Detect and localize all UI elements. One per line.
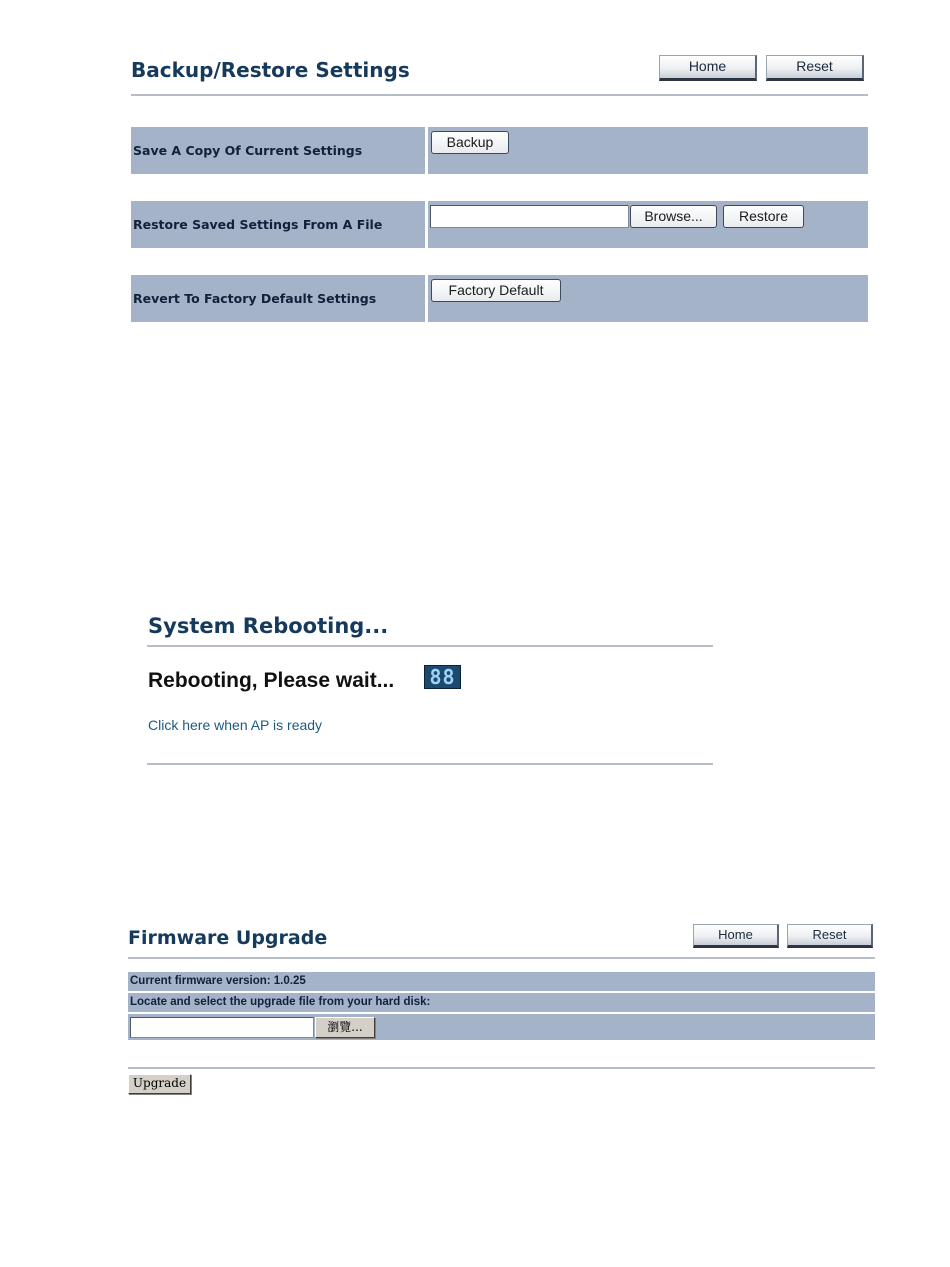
factory-default-row <box>131 275 868 322</box>
locate-file-row <box>128 993 875 1012</box>
reboot-wait-text: Rebooting, Please wait... <box>148 669 395 692</box>
restore-button[interactable]: Restore <box>723 205 804 228</box>
firmware-reset-button[interactable]: Reset <box>787 924 873 948</box>
locate-file-text: Locate and select the upgrade file from your hard disk: <box>130 996 431 1008</box>
reboot-title: System Rebooting... <box>148 614 389 638</box>
firmware-bottom-divider <box>128 1067 875 1069</box>
factory-default-label: Revert To Factory Default Settings <box>133 291 377 306</box>
firmware-title: Firmware Upgrade <box>128 927 328 949</box>
ap-ready-link[interactable]: Click here when AP is ready <box>148 717 323 733</box>
browse-button[interactable]: Browse... <box>630 205 717 228</box>
column-divider <box>425 127 428 174</box>
save-settings-row <box>131 127 868 174</box>
firmware-file-input[interactable] <box>130 1017 314 1038</box>
firmware-title-divider <box>128 957 875 959</box>
column-divider <box>425 275 428 322</box>
title-divider <box>131 94 868 96</box>
column-divider <box>425 201 428 248</box>
reset-button[interactable]: Reset <box>766 55 864 81</box>
restore-settings-label: Restore Saved Settings From A File <box>133 217 383 232</box>
reboot-bottom-divider <box>147 763 713 765</box>
save-settings-label: Save A Copy Of Current Settings <box>133 143 363 158</box>
firmware-file-row <box>128 1014 875 1040</box>
countdown-counter: 88 <box>424 665 461 689</box>
home-button[interactable]: Home <box>659 55 757 81</box>
firmware-version-row <box>128 972 875 991</box>
firmware-version-text: Current firmware version: 1.0.25 <box>130 975 306 987</box>
firmware-browse-button[interactable]: 瀏覽... <box>315 1017 375 1038</box>
backup-button[interactable]: Backup <box>431 131 509 154</box>
restore-settings-row <box>131 201 868 248</box>
upgrade-button[interactable]: Upgrade <box>128 1074 191 1094</box>
reboot-title-divider <box>147 645 713 647</box>
factory-default-button[interactable]: Factory Default <box>431 279 561 302</box>
restore-file-input[interactable] <box>430 205 629 228</box>
firmware-home-button[interactable]: Home <box>693 924 779 948</box>
backup-restore-title: Backup/Restore Settings <box>131 58 410 82</box>
